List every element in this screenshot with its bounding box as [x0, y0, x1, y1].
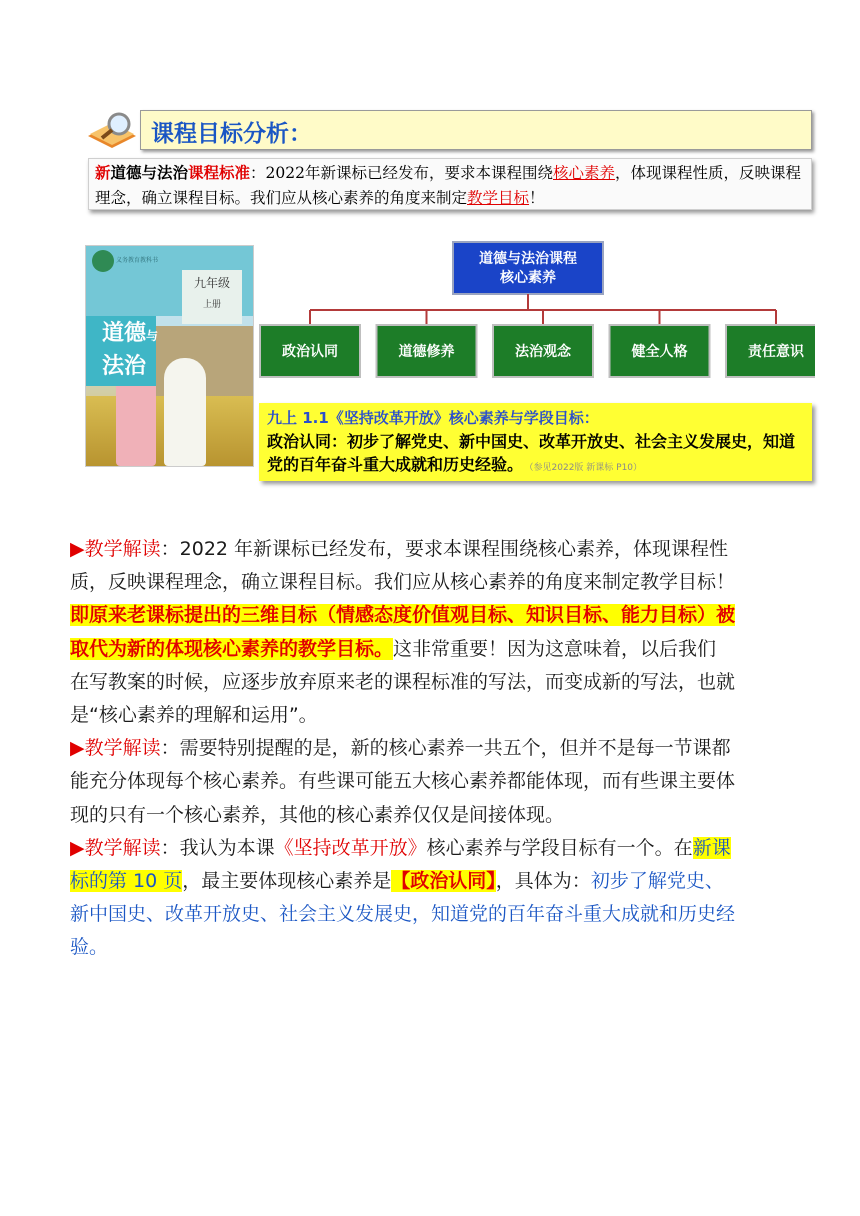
diagram-root-line1: 道德与法治课程	[479, 251, 577, 267]
diagram-item-label: 道德修养	[398, 344, 455, 360]
subject-label: 道德与法治	[110, 163, 189, 182]
teaching-goal-link: 教学目标	[467, 189, 530, 207]
publisher-logo-icon	[92, 250, 114, 272]
magnifier-book-icon	[86, 110, 142, 150]
literacy-detail: 初步了解党史、新中国史、改革开放史、社会主义发展史，知道党的百年奋斗重大成就和历史经验。	[70, 870, 736, 959]
paragraph-2: ▶教学解读：需要特别提醒的是，新的核心素养一共五个，但并不是每一节课都能充分体现每个核心素养。有些课可能五大核心素养都能体现，而有些课主要体现的只有一个核心素养，其他的核心素养仅仅是间接体现。	[70, 737, 736, 826]
diagram-item-label: 责任意识	[748, 344, 804, 360]
triangle-icon: ▶	[70, 836, 85, 859]
paragraph-3: ▶教学解读：我认为本课《坚持改革开放》核心素养与学段目标有一个。在新课标的第 10 页，最主要体现核心素养是【政治认同】，具体为：初步了解党史、新中国史、改革开放史、社会主义发展史，知道党的百年奋斗重大成就和历史经验。	[70, 836, 736, 959]
standard-text-3: ！	[529, 189, 545, 207]
standard-text-1: ：2022年新课标已经发布，要求本课程围绕	[250, 164, 553, 182]
goal-body: 政治认同：初步了解党史、新中国史、改革开放史、社会主义发展史，知道党的百年奋斗重大成就和历史经验。 （参见2022版 新课标 P10）	[267, 432, 796, 474]
core-literacy-diagram	[255, 235, 815, 390]
diagram-item-label: 法治观念	[515, 344, 571, 360]
goal-reference: （参见2022版 新课标 P10）	[529, 463, 643, 473]
textbook-grade	[182, 270, 242, 324]
diagram-root-line2: 核心素养	[500, 270, 556, 286]
triangle-icon: ▶	[70, 538, 85, 560]
highlighted-statement: 即原来老课标提出的三维目标（情感态度价值观目标、知识目标、能力目标）被取代为新的体现核心素养的教学目标。	[70, 604, 736, 660]
triangle-icon: ▶	[70, 737, 85, 760]
standard-label: 课程标准	[188, 163, 251, 182]
title-box	[140, 110, 812, 150]
paragraph-label: 教学解读	[84, 836, 161, 859]
standard-box	[88, 158, 812, 210]
core-literacy-link: 核心素养	[553, 164, 616, 182]
new-prefix: 新	[95, 163, 111, 182]
textbook-cover-image	[85, 245, 254, 467]
body-text	[70, 533, 735, 965]
textbook-title: 道德与 法治	[102, 320, 159, 379]
diagram-root-box	[453, 242, 603, 294]
lesson-title: 《坚持改革开放》	[274, 836, 427, 859]
textbook-grade-label: 九年级	[193, 276, 230, 290]
standard-text-2: ，体现课程性质，反映课程理念，确立课程目标。我们应从核心素养的角度来制定	[95, 164, 802, 207]
paragraph-1: ▶教学解读：2022 年新课标已经发布，要求本课程围绕核心素养，体现课程性质，反映课程理念，确立课程目标。我们应从核心素养的角度来制定教学目标！即原来老课标提出的三维目标（情感态度价值观目标、知识目标、能力目标）被取代为新的体现核心素养的教学目标。这非常重要！因为这意味着，以后我们在写教案的时候，应逐步放弃原来老的课程标准的写法，而变成新的写法，也就是“核心素养的理解和运用”。	[70, 538, 736, 727]
textbook-publisher: 义务教育教科书	[116, 257, 159, 264]
literacy-highlight: 【政治认同】	[391, 870, 496, 893]
page-title: 课程目标分析：	[151, 121, 312, 147]
diagram-item-label: 健全人格	[631, 344, 688, 360]
paragraph-label: 教学解读	[84, 538, 161, 560]
textbook-volume-label: 上册	[202, 300, 221, 310]
diagram-item-label: 政治认同	[282, 344, 338, 360]
page-reference: 新课标的第 10 页	[70, 836, 731, 893]
goal-title: 九上 1.1《坚持改革开放》核心素养与学段目标：	[267, 409, 599, 427]
goal-box	[259, 403, 812, 481]
paragraph-label: 教学解读	[84, 737, 161, 760]
